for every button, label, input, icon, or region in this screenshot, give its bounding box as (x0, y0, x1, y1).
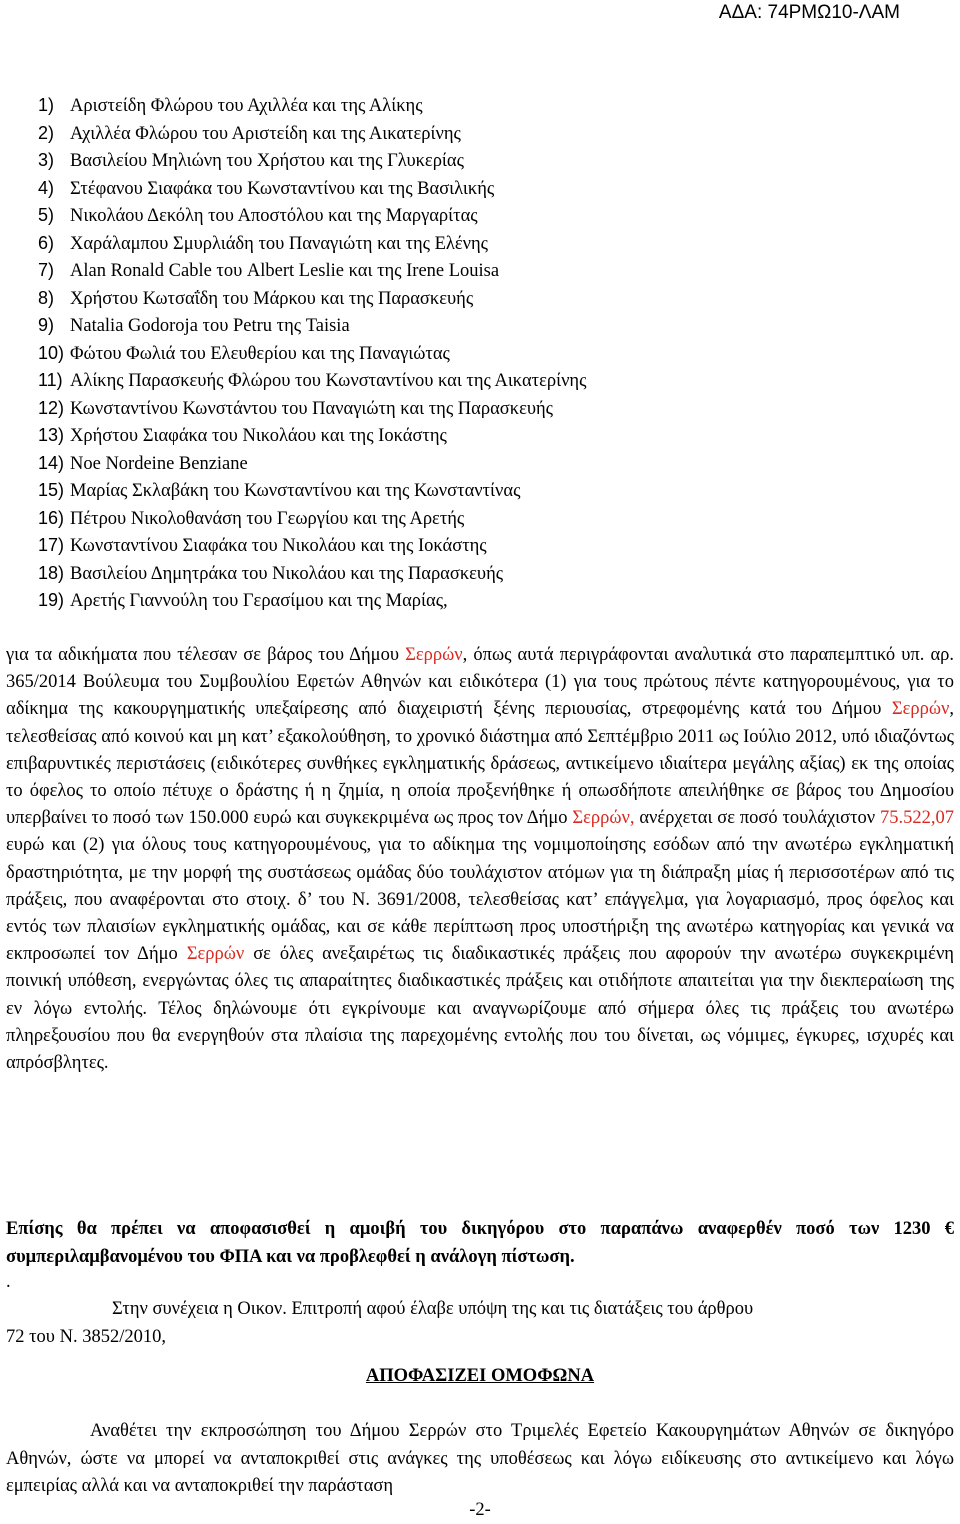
list-number: 1) (38, 95, 55, 115)
list-text: Πέτρου Νικολοθανάση του Γεωργίου και της Αρετής (70, 508, 465, 529)
text-span: , όπως αυτά περιγράφονται αναλυτικά στο παραπεμπτικό υπ. αρ. 365/2014 Βούλευμα του Συμβουλίου Εφετών Αθηνών και ειδικότερα (1) για τους πρώτους πέντε κατηγορουμένους, για το αδίκημα της κακουργηματικής υπεξαίρεσης από διαχειριστή ξένης περιουσίας, στρεφομένης κατά του Δήμου (6, 645, 954, 720)
list-text: Φώτου Φωλιά του Ελευθερίου και της Παναγιώτας (70, 343, 450, 364)
list-text: Χρήστου Κωτσαΐδη του Μάρκου και της Παρασκευής (70, 288, 474, 309)
list-text: Χρήστου Σιαφάκα του Νικολάου και της Ιοκάστης (70, 426, 447, 446)
defendants-list (6, 92, 946, 615)
list-number: 15) (38, 480, 65, 500)
list-number: 6) (38, 232, 55, 253)
list-item (6, 120, 946, 148)
list-text: Noe Nordeine Benziane (70, 453, 248, 474)
list-number: 19) (38, 590, 65, 610)
list-text: Κωνσταντίνου Σιαφάκα του Νικολάου και της Ιοκάστης (70, 536, 487, 556)
list-text: Αλίκης Παρασκευής Φλώρου του Κωνσταντίνου και της Αικατερίνης (70, 371, 587, 391)
list-number: 8) (38, 287, 55, 308)
highlight-serron: Σερρών (186, 944, 245, 965)
list-number: 9) (38, 315, 55, 335)
continuation-paragraph (6, 1296, 954, 1351)
list-item (6, 367, 946, 395)
list-text: Νικολάου Δεκόλη του Αποστόλου και της Μαργαρίτας (70, 206, 478, 226)
list-item (6, 285, 946, 313)
text-span: ευρώ και (2) για όλους τους κατηγορουμένους, για το αδίκημα της νομιμοποίησης εσόδων από την ανωτέρω εγκληματική δραστηριότητα, με την μορφή της συστάσεως ομάδας δύο τουλάχιστον ατόμων για τη διάπραξη μίας ή περισσοτέρων από τις πράξεις, που αναφέρονται στο στοιχ. δ’ του Ν. 3691/2008, τελεσθείσας κατ’ επάγγελμα, για λογαριασμό, προς όφελος και εντός των πλαισίων εγκληματικής ομάδας, και σε κάθε περίπτωση προς υποστήριξη της ανωτέρω κατηγορίας και γενικά να εκπροσωπεί τον Δήμο (6, 835, 954, 965)
decision-heading: ΑΠΟΦΑΣΙΖΕΙ ΟΜΟΦΩΝΑ (365, 1366, 595, 1386)
list-item (6, 257, 946, 285)
list-item (6, 340, 946, 368)
list-number: 12) (38, 397, 65, 418)
final-text: Αναθέτει την εκπροσώπηση του Δήμου Σερρών στο Τριμελές Εφετείο Κακουργημάτων Αθηνών σε δικηγόρο Αθηνών, ώστε να μπορεί να ανταποκριθεί στις ανάγκες της υποθέσεως και λόγω ειδίκευσης στο αντικείμενο και λόγω εμπειρίας αλλά και να ανταποκριθεί την παράσταση (6, 1421, 954, 1496)
list-text: Natalia Godoroja του Petru της Taisia (70, 316, 350, 336)
list-item (6, 587, 946, 615)
list-item (6, 560, 946, 588)
list-item (6, 92, 946, 120)
list-number: 16) (38, 507, 65, 528)
highlight-serron: Σερρών, (572, 808, 635, 829)
list-number: 7) (38, 260, 55, 280)
list-number: 5) (38, 205, 55, 225)
list-item (6, 147, 946, 175)
list-text: Μαρίας Σκλαβάκη του Κωνσταντίνου και της Κωνσταντίνας (70, 481, 521, 501)
list-item (6, 450, 946, 478)
list-text: Βασιλείου Δημητράκα του Νικολάου και της Παρασκευής (70, 563, 504, 584)
list-number: 4) (38, 177, 55, 198)
list-text: Χαράλαμπου Σμυρλιάδη του Παναγιώτη και της Ελένης (70, 233, 489, 254)
text-span: για τα αδικήματα που τέλεσαν σε βάρος του Δήμου (6, 645, 406, 665)
ada-code: ΑΔΑ: 74ΡΜΩ10-ΛΑΜ (718, 2, 900, 23)
list-item (6, 395, 946, 423)
list-item (6, 175, 946, 203)
list-text: Αριστείδη Φλώρου του Αχιλλέα και της Αλίκης (70, 96, 423, 116)
list-text: Αρετής Γιαννούλη του Γερασίμου και της Μαρίας, (70, 591, 448, 611)
list-item (6, 202, 946, 230)
list-item (6, 230, 946, 258)
list-item (6, 505, 946, 533)
list-number: 18) (38, 562, 65, 583)
list-text: Alan Ronald Cable του Albert Leslie και της Irene Louisa (70, 261, 500, 281)
list-text: Αχιλλέα Φλώρου του Αριστείδη και της Αικατερίνης (70, 123, 461, 144)
final-paragraph (6, 1418, 954, 1501)
list-number: 14) (38, 452, 65, 473)
list-item (6, 477, 946, 505)
text-span: , τελεσθείσας από κοινού και μη κατ’ εξακολούθηση, το χρονικό διάστημα από Σεπτέμβριο 2011 ως Ιούλιο 2012, υπό ιδιαζόντως επιβαρυντικές περιστάσεις (ειδικότερες συνθήκες εγκληματικής δράσεως, αντικείμενο ιδιαίτερα μεγάλης αξίας) εκ της οποίας το όφελος το οποίο πέτυχε ο δράστης ή η ζημία, η οποία προξενήθηκε ή οπωσδήποτε απειλήθηκε σε βάρος του Δημοσίου υπερβαίνει το ποσό των 150.000 ευρώ και συγκεκριμένα ως προς τον Δήμο (6, 699, 954, 829)
list-number: 2) (38, 122, 55, 143)
continuation-line: Στην συνέχεια η Οικον. Επιτροπή αφού έλαβε υπόψη της και τις διατάξεις του άρθρου (112, 1299, 754, 1319)
text-span: ανέρχεται σε ποσό τουλάχιστον (634, 808, 880, 829)
list-text: Στέφανου Σιαφάκα του Κωνσταντίνου και της Βασιλικής (70, 178, 495, 199)
page-number: -2- (469, 1500, 491, 1520)
list-item (6, 312, 946, 340)
list-item (6, 532, 946, 560)
list-number: 3) (38, 150, 55, 170)
highlight-serron: Σερρών (891, 699, 950, 720)
highlight-amount: 75.522,07 (880, 808, 954, 829)
main-paragraph (6, 642, 954, 1077)
list-text: Βασιλείου Μηλιώνη του Χρήστου και της Γλυκερίας (70, 151, 464, 171)
highlight-serron: Σερρών (405, 645, 463, 665)
continuation-line: 72 του Ν. 3852/2010, (6, 1326, 166, 1347)
list-number: 13) (38, 425, 65, 445)
list-item (6, 422, 946, 450)
list-number: 17) (38, 535, 65, 555)
list-number: 10) (38, 342, 65, 363)
text-span: σε όλες ανεξαιρέτως τις διαδικαστικές πράξεις που αφορούν την ανωτέρω συγκεκριμένη ποινική υπόθεση, ενεργώντας όλες τις απαραίτητες διαδικαστικές πράξεις και οτιδήποτε απαιτείται για την διεκπεραίωση της εν λόγω εντολής. Τέλος δηλώνουμε ότι εγκρίνουμε και αναγνωρίζουμε από σήμερα όλες τις πράξεις του ανωτέρω πληρεξουσίου που θα ενεργηθούν στα πλαίσια της παρεχομένης εντολής που του δίνεται, ως νόμιμες, έγκυρες, ισχυρές και απρόσβλητες. (6, 944, 954, 1074)
separator-dot: . (6, 1272, 11, 1292)
list-text: Κωνσταντίνου Κωνστάντου του Παναγιώτη και της Παρασκευής (70, 398, 553, 419)
list-number: 11) (38, 370, 63, 390)
fee-paragraph: Επίσης θα πρέπει να αποφασισθεί η αμοιβή του δικηγόρου στο παραπάνω αναφερθέν ποσό των 1230 € συμπεριλαμβανομένου του ΦΠΑ και να προβλεφθεί η ανάλογη πίστωση. (6, 1219, 954, 1267)
